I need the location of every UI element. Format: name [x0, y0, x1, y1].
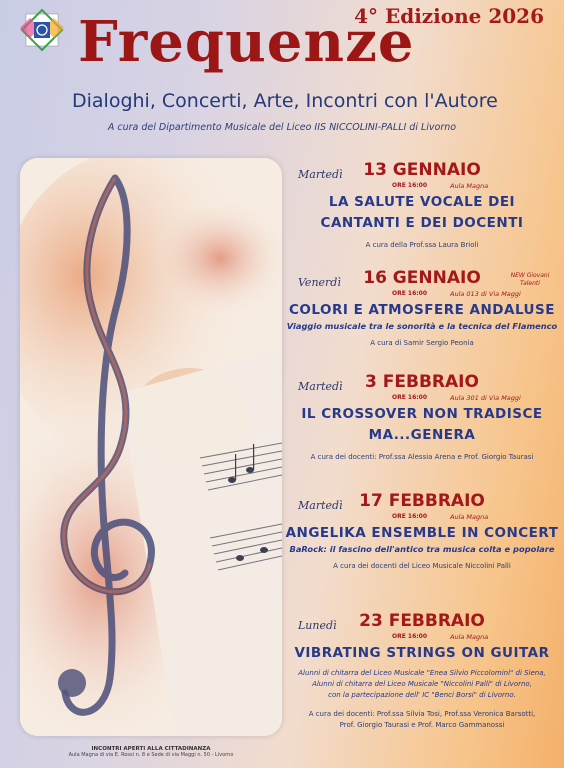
event-time: ORE 16:00	[392, 633, 428, 640]
event-time: ORE 16:00	[392, 182, 428, 189]
event-detail-line: Alunni di chitarra del Liceo Musicale "Enea Silvio Piccolomini" di Siena,	[298, 669, 546, 677]
new-talent-badge: NEW Giovani Talenti	[510, 272, 550, 287]
event-title-line: CANTANTI E DEI DOCENTI	[320, 215, 524, 231]
event-curator: A cura dei docenti del Liceo Musicale Niccolini Palli	[333, 562, 511, 570]
event-date: 23 FEBBRAIO	[359, 611, 485, 631]
footer	[20, 746, 282, 758]
event-time: ORE 16:00	[392, 394, 428, 401]
event-date: 3 FEBBRAIO	[365, 372, 479, 392]
edition-label: 4° Edizione 2026	[354, 4, 544, 28]
event-3-febbraio	[282, 372, 562, 463]
event-23-febbraio	[282, 611, 562, 731]
event-series-title: Frequenze	[78, 9, 415, 75]
footer-open-notice: INCONTRI APERTI ALLA CITTADINANZA	[91, 746, 211, 752]
subtitle: Dialoghi, Concerti, Arte, Incontri con l'Autore	[72, 90, 498, 112]
event-title-line: COLORI E ATMOSFERE ANDALUSE	[289, 302, 555, 318]
event-title-line: VIBRATING STRINGS ON GUITAR	[294, 645, 550, 661]
event-16-gennaio	[282, 268, 562, 349]
event-date: 13 GENNAIO	[363, 160, 481, 180]
event-curator: A cura dei docenti: Prof.ssa Alessia Arena e Prof. Giorgio Taurasi	[310, 453, 534, 461]
event-day: Lunedì	[298, 619, 337, 632]
event-day: Martedì	[298, 499, 343, 512]
event-room: Aula 013 di Via Maggi	[450, 290, 521, 298]
event-room: Aula Magna	[450, 633, 489, 641]
event-time: ORE 16:00	[392, 513, 428, 520]
event-title-line: IL CROSSOVER NON TRADISCE	[301, 406, 543, 422]
event-13-gennaio	[282, 160, 562, 251]
event-title-line: MA...GENERA	[368, 427, 476, 443]
event-curator: A cura di Samir Sergio Peonia	[370, 339, 474, 347]
event-room: Aula Magna	[450, 182, 489, 190]
event-curator: A cura dei docenti: Prof.ssa Silvia Tosi, Prof.ssa Veronica Barsotti,	[308, 710, 536, 718]
event-curator: A cura della Prof.ssa Laura Brioli	[365, 241, 479, 249]
event-day: Martedì	[298, 380, 343, 393]
treble-clef-artwork	[20, 158, 282, 736]
curator-line: A cura del Dipartimento Musicale del Liceo IIS NICCOLINI-PALLI di Livorno	[107, 122, 457, 133]
event-room: Aula Magna	[450, 513, 489, 521]
event-detail-line: Alunni di chitarra del Liceo Musicale "Niccolini Palli" di Livorno,	[312, 680, 532, 688]
event-day: Venerdì	[298, 276, 341, 289]
event-date: 16 GENNAIO	[363, 268, 481, 288]
event-time: ORE 16:00	[392, 290, 428, 297]
event-room: Aula 301 di Via Maggi	[450, 394, 521, 402]
event-detail-line: con la partecipazione dell' IC "Benci Borsi" di Livorno.	[328, 691, 516, 699]
event-description: BaRock: il fascino dell'antico tra musica colta e popolare	[289, 544, 555, 554]
event-17-febbraio	[282, 491, 562, 572]
event-title-line: ANGELIKA ENSEMBLE IN CONCERT	[285, 525, 559, 541]
school-logo	[16, 8, 68, 60]
event-date: 17 FEBBRAIO	[359, 491, 485, 511]
event-description: Viaggio musicale tra le sonorità e la tecnica del Flamenco	[286, 321, 558, 331]
event-title-line: LA SALUTE VOCALE DEI	[328, 194, 516, 210]
event-day: Martedì	[298, 168, 343, 181]
event-curator: Prof. Giorgio Taurasi e Prof. Marco Gammanossi	[339, 721, 505, 729]
footer-venues: Aula Magna di via E. Rossi n. 8 e Sede di via Maggi n. 50 - Livorno	[68, 752, 234, 758]
